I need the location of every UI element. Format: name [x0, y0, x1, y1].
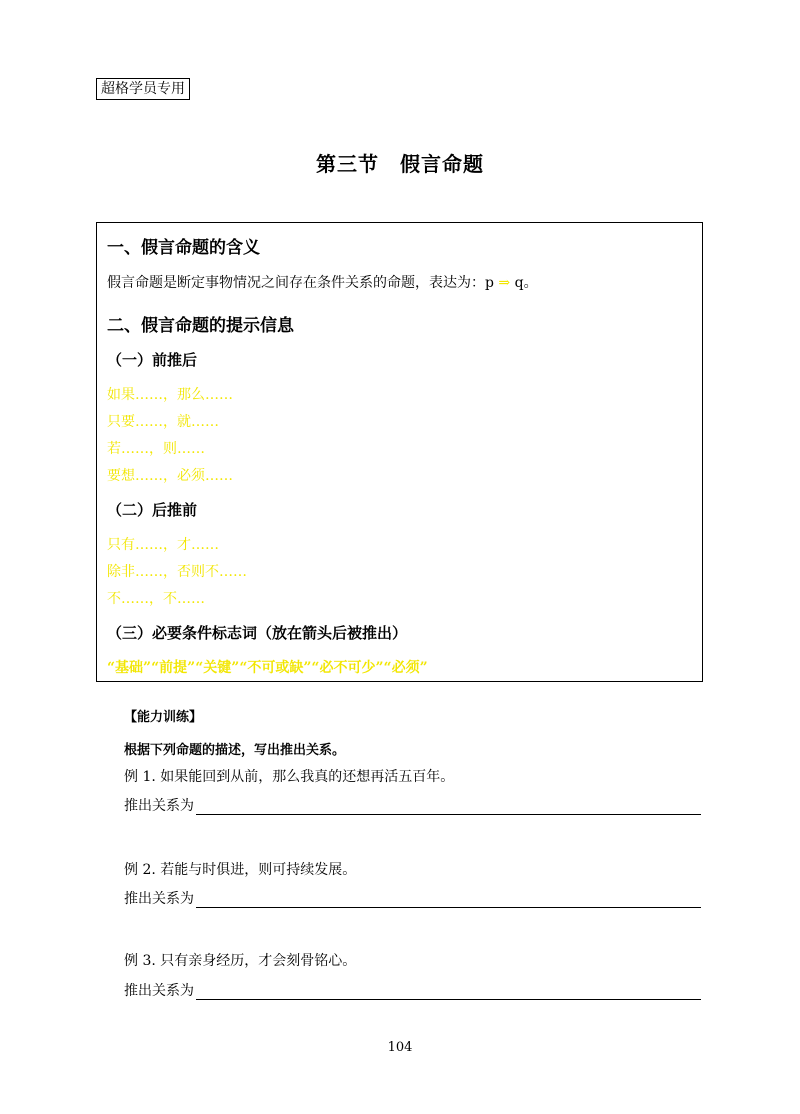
exercise-title: 【能力训练】 — [124, 710, 203, 725]
answer-label: 推出关系为 — [124, 798, 194, 814]
section1-definition — [107, 272, 538, 292]
page-title: 第三节 假言命题 — [316, 152, 484, 176]
sub2-item: 除非……，否则不…… — [107, 564, 247, 580]
example-3: 例 3. 只有亲身经历，才会刻骨铭心。 — [124, 953, 357, 969]
sub1-item: 只要……，就…… — [107, 414, 219, 430]
example-2: 例 2. 若能与时俱进，则可持续发展。 — [124, 862, 357, 878]
implies-arrow-icon: ⇒ — [498, 275, 511, 291]
answer-row-3 — [124, 980, 701, 1000]
page-number: 104 — [387, 1040, 413, 1055]
sub1-item: 如果……，那么…… — [107, 387, 233, 403]
content-box — [96, 222, 703, 682]
section1-heading: 一、假言命题的含义 — [107, 238, 260, 258]
answer-row-1 — [124, 795, 701, 815]
sub2-item: 不……，不…… — [107, 591, 205, 607]
section2-heading: 二、假言命题的提示信息 — [107, 316, 294, 336]
answer-label: 推出关系为 — [124, 983, 194, 999]
sub2-item: 只有……，才…… — [107, 537, 219, 553]
answer-blank-2[interactable] — [196, 891, 701, 908]
sub1-heading: （一）前推后 — [107, 351, 198, 369]
answer-label: 推出关系为 — [124, 891, 194, 907]
answer-row-2 — [124, 888, 701, 908]
answer-blank-1[interactable] — [196, 798, 701, 815]
student-only-tag: 超格学员专用 — [96, 78, 190, 100]
sub1-item: 若……，则…… — [107, 441, 205, 457]
example-1: 例 1. 如果能回到从前，那么我真的还想再活五百年。 — [124, 769, 455, 785]
exercise-instruction: 根据下列命题的描述，写出推出关系。 — [124, 743, 346, 758]
definition-text: 假言命题是断定事物情况之间存在条件关系的命题，表达为：p — [107, 275, 499, 291]
sub3-heading: （三）必要条件标志词（放在箭头后被推出） — [107, 624, 408, 642]
sub1-item: 要想……，必须…… — [107, 468, 233, 484]
definition-text-end: q。 — [510, 275, 538, 291]
answer-blank-3[interactable] — [196, 983, 701, 1000]
sub3-keywords: “基础”“前提”“关键”“不可或缺”“必不可少”“必须” — [107, 660, 428, 676]
sub2-heading: （二）后推前 — [107, 501, 198, 519]
